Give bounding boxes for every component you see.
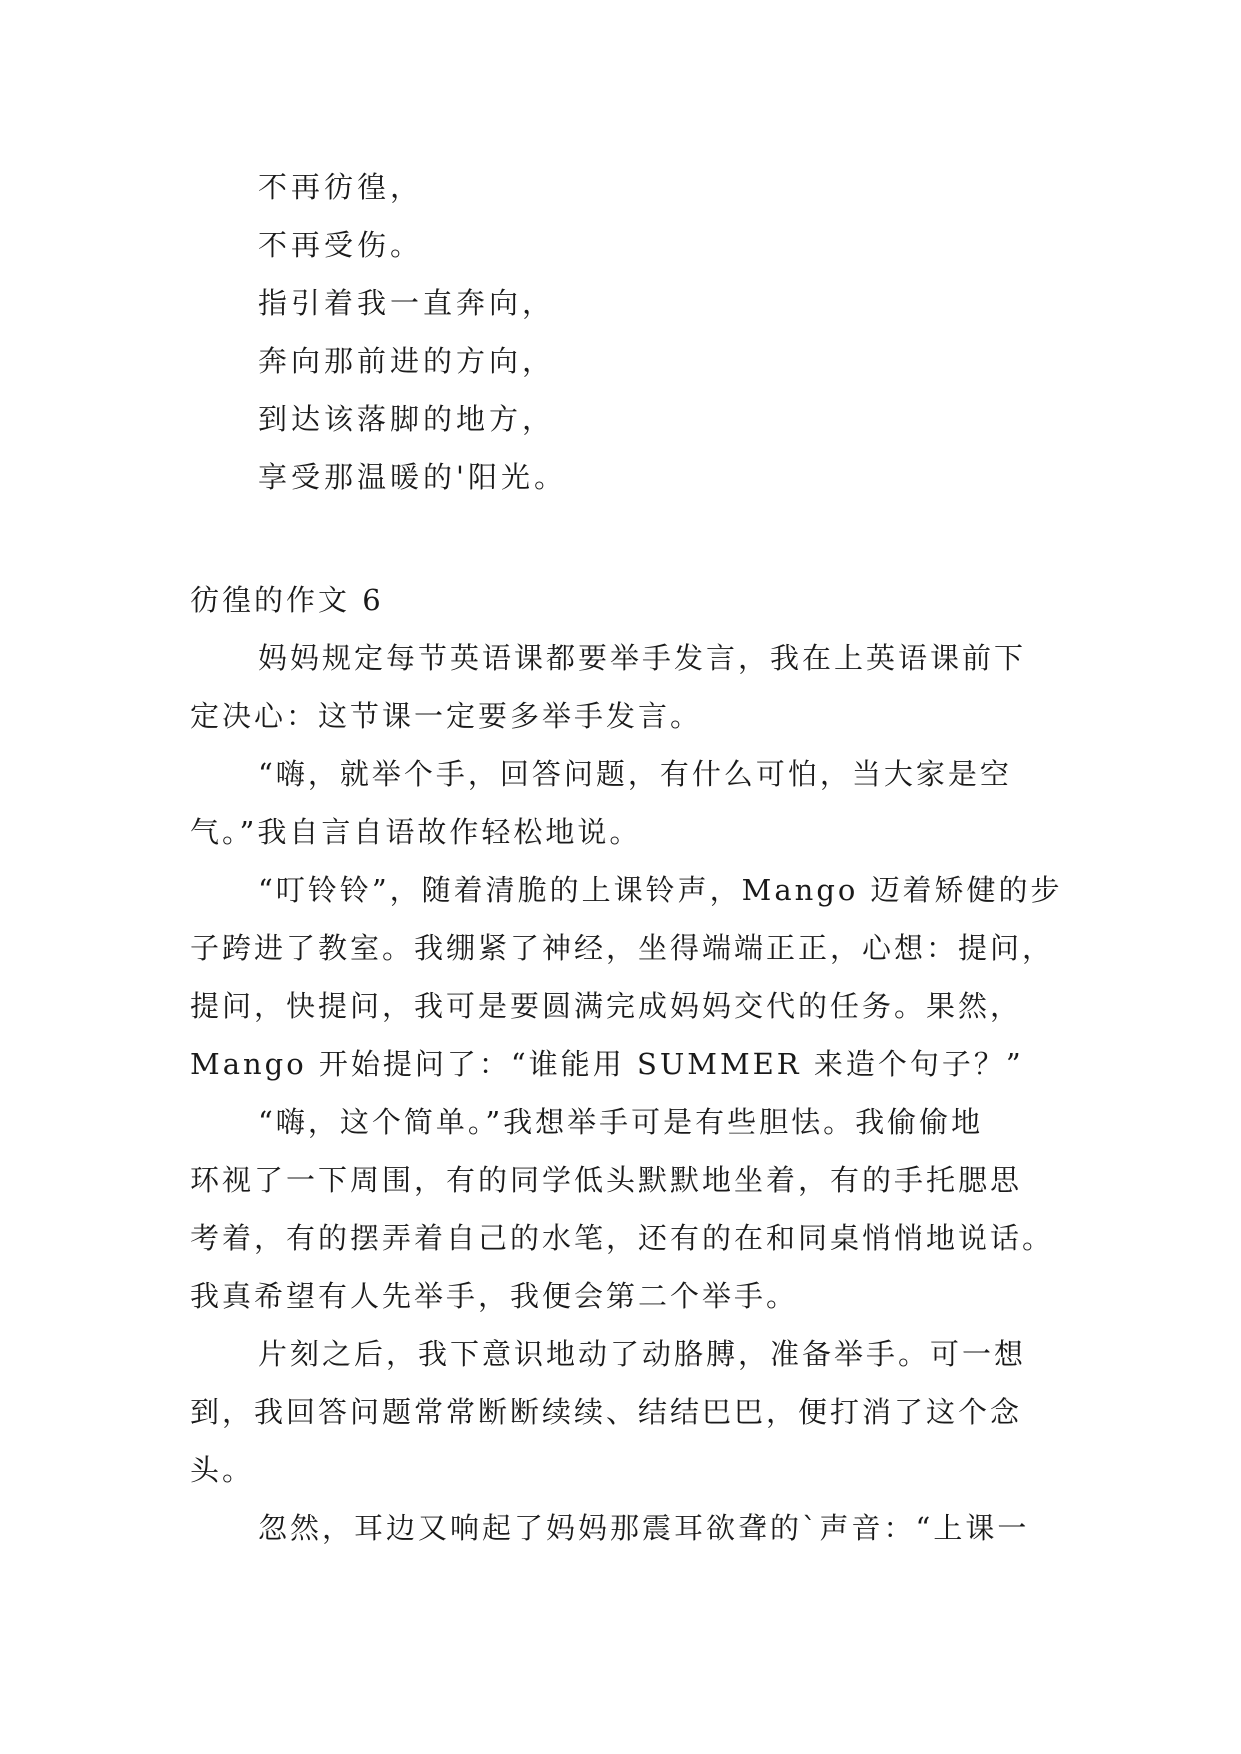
paragraph-line: 妈妈规定每节英语课都要举手发言，我在上英语课前下: [258, 641, 1027, 675]
paragraph-line: 提问，快提问，我可是要圆满完成妈妈交代的任务。果然，: [190, 989, 1023, 1023]
poem-block: [258, 158, 1058, 506]
paragraph-line: 片刻之后，我下意识地动了动胳膊，准备举手。可一想: [258, 1337, 1027, 1371]
poem-line: 奔向那前进的方向，: [258, 344, 556, 378]
paragraph-line: 气。”我自言自语故作轻松地说。: [190, 815, 642, 849]
paragraph-line: “嗨，这个简单。”我想举手可是有些胆怯。我偷偷地: [258, 1105, 984, 1139]
paragraph: [190, 629, 1060, 745]
poem-line: 享受那温暖的'阳光。: [258, 460, 567, 494]
paragraph: [190, 1325, 1060, 1499]
paragraph-line: 考着，有的摆弄着自己的水笔，还有的在和同桌悄悄地说话。: [190, 1221, 1055, 1255]
paragraph-line: “嗨，就举个手，回答问题，有什么可怕，当大家是空: [258, 757, 1012, 791]
paragraph: [190, 745, 1060, 861]
paragraph-line: 子跨进了教室。我绷紧了神经，坐得端端正正，心想：提问，: [190, 931, 1055, 965]
paragraph-line: 我真希望有人先举手，我便会第二个举手。: [190, 1279, 799, 1313]
essay-title: 彷徨的作文 6: [190, 583, 384, 617]
paragraph-line: “叮铃铃”，随着清脆的上课铃声，Mango 迈着矫健的步: [258, 873, 1063, 907]
paragraph-line: 环视了一下周围，有的同学低头默默地坐着，有的手托腮思: [190, 1163, 1023, 1197]
poem-line: 到达该落脚的地方，: [258, 402, 556, 436]
paragraph: [190, 1093, 1060, 1325]
poem-line: 不再彷徨，: [258, 170, 424, 204]
essay-block: [190, 571, 1063, 1557]
poem-line: 指引着我一直奔向，: [258, 286, 556, 320]
paragraph-line: 定决心：这节课一定要多举手发言。: [190, 699, 703, 733]
paragraph-line: 头。: [190, 1453, 255, 1487]
paragraph: [190, 1499, 1060, 1557]
paragraph-line: Mango 开始提问了：“谁能用 SUMMER 来造个句子？”: [190, 1047, 1024, 1081]
paragraph: [190, 861, 1063, 1093]
paragraph-line: 忽然，耳边又响起了妈妈那震耳欲聋的`声音：“上课一: [258, 1511, 1030, 1545]
paragraph-line: 到，我回答问题常常断断续续、结结巴巴，便打消了这个念: [190, 1395, 1023, 1429]
poem-line: 不再受伤。: [258, 228, 424, 262]
